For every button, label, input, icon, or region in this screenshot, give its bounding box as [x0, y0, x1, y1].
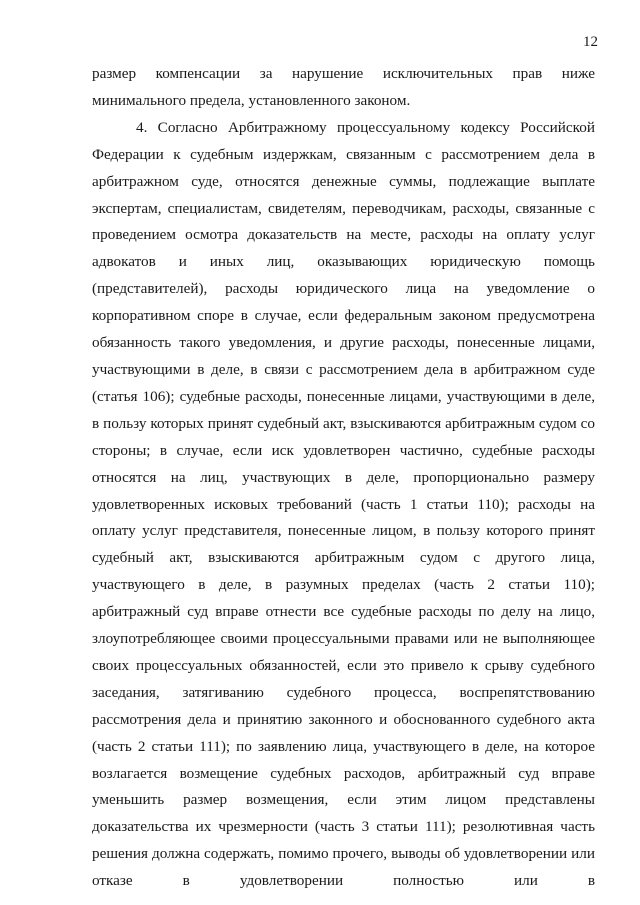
page-number: 12 — [583, 34, 598, 50]
paragraph-line: минимального предела, установленного законом. — [92, 91, 411, 109]
paragraph-continuation — [92, 61, 595, 115]
document-body — [92, 61, 595, 895]
paragraph-item-4: 4. Согласно Арбитражному процессуальному кодексу Российской Федерации к судебным издержкам, связанным с рассмотрением дела в арбитражном суде, относятся денежные суммы, подлежащие выплате экспертам, специалистам, свидетелям, переводчикам, расходы, связанные с проведением осмотра доказательств на месте, расходы на оплату услуг адвокатов и иных лиц, оказывающих юридическую помощь (представителей), расходы юридического лица на уведомление о корпоративном споре в случае, если федеральным законом предусмотрена обязанность такого уведомления, и другие расходы, понесенные лицами, участвующими в деле, в связи с рассмотрением дела в арбитражном суде (статья 106); судебные расходы, понесенные лицами, участвующими в деле, в пользу которых принят судебный акт, взыскиваются арбитражным судом со стороны; в случае, если иск удовлетворен частично, судебные расходы относятся на лиц, участвующих в деле, пропорционально размеру удовлетворенных исковых требований (часть 1 статьи 110); расходы на оплату услуг представителя, понесенные лицом, в пользу которого принят судебный акт, взыскиваются арбитражным судом с другого лица, участвующего в деле, в разумных пределах (часть 2 статьи 110); арбитражный суд вправе отнести все судебные расходы по делу на лицо, злоупотребляющее своими процессуальными правами или не выполняющее своих процессуальных обязанностей, если это привело к срыву судебного заседания, затягиванию судебного процесса, воспрепятствованию рассмотрения дела и принятию законного и обоснованного судебного акта (часть 2 статьи 111); по заявлению лица, участвующего в деле, на которое возлагается возмещение судебных расходов, арбитражный суд вправе уменьшить размер возмещения, если этим лицом представлены доказательства их чрезмерности (часть 3 статьи 111); резолютивная часть решения должна содержать, помимо прочего, выводы об удовлетворении или отказе в удовлетворении полностью или в — [92, 118, 595, 890]
paragraph-line: размер компенсации за нарушение исключительных прав ниже — [92, 65, 595, 82]
